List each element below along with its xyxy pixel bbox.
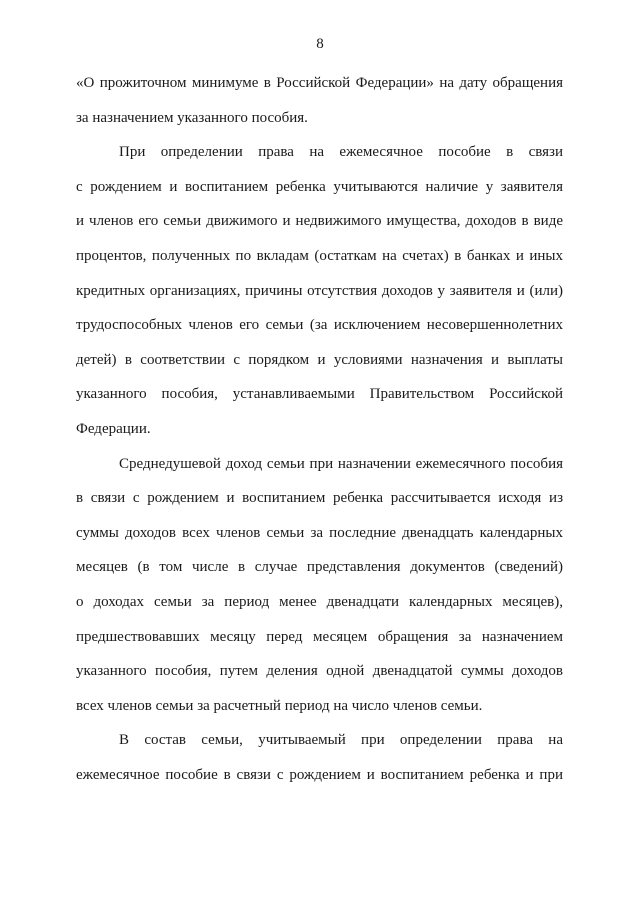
document-body bbox=[76, 66, 563, 792]
paragraph-2 bbox=[76, 135, 563, 446]
text-line: и членов его семьи движимого и недвижимого имущества, доходов в виде bbox=[76, 213, 563, 230]
text-line: трудоспособных членов его семьи (за исключением несовершеннолетних bbox=[76, 317, 563, 334]
text-line: детей) в соответствии с порядком и условиями назначения и выплаты bbox=[76, 351, 563, 368]
page-number: 8 bbox=[316, 36, 324, 52]
paragraph-1 bbox=[76, 66, 563, 135]
text-line: о доходах семьи за период менее двенадцати календарных месяцев), bbox=[76, 593, 563, 610]
text-line: При определении права на ежемесячное пособие в связи bbox=[119, 144, 563, 161]
text-line: В состав семьи, учитываемый при определении права на bbox=[119, 732, 563, 749]
text-line: Среднедушевой доход семьи при назначении ежемесячного пособия bbox=[119, 455, 563, 472]
text-line: Федерации. bbox=[76, 420, 151, 437]
text-line: указанного пособия, устанавливаемыми Правительством Российской bbox=[76, 386, 563, 403]
text-line: кредитных организациях, причины отсутствия доходов у заявителя и (или) bbox=[76, 282, 563, 299]
text-line: месяцев (в том числе в случае представления документов (сведений) bbox=[76, 559, 563, 576]
paragraph-3 bbox=[76, 447, 563, 724]
text-line: ежемесячное пособие в связи с рождением и воспитанием ребенка и при bbox=[76, 766, 563, 783]
text-line: всех членов семьи за расчетный период на число членов семьи. bbox=[76, 697, 483, 714]
text-line: указанного пособия, путем деления одной двенадцатой суммы доходов bbox=[76, 663, 563, 680]
text-line: за назначением указанного пособия. bbox=[76, 109, 308, 126]
text-line: суммы доходов всех членов семьи за последние двенадцать календарных bbox=[76, 524, 563, 541]
text-line: в связи с рождением и воспитанием ребенка рассчитывается исходя из bbox=[76, 490, 563, 507]
text-line: с рождением и воспитанием ребенка учитываются наличие у заявителя bbox=[76, 178, 563, 195]
text-line: «О прожиточном минимуме в Российской Федерации» на дату обращения bbox=[76, 75, 563, 91]
text-line: процентов, полученных по вкладам (остаткам на счетах) в банках и иных bbox=[76, 247, 563, 264]
paragraph-4 bbox=[76, 723, 563, 792]
text-line: предшествовавших месяцу перед месяцем обращения за назначением bbox=[76, 628, 563, 645]
